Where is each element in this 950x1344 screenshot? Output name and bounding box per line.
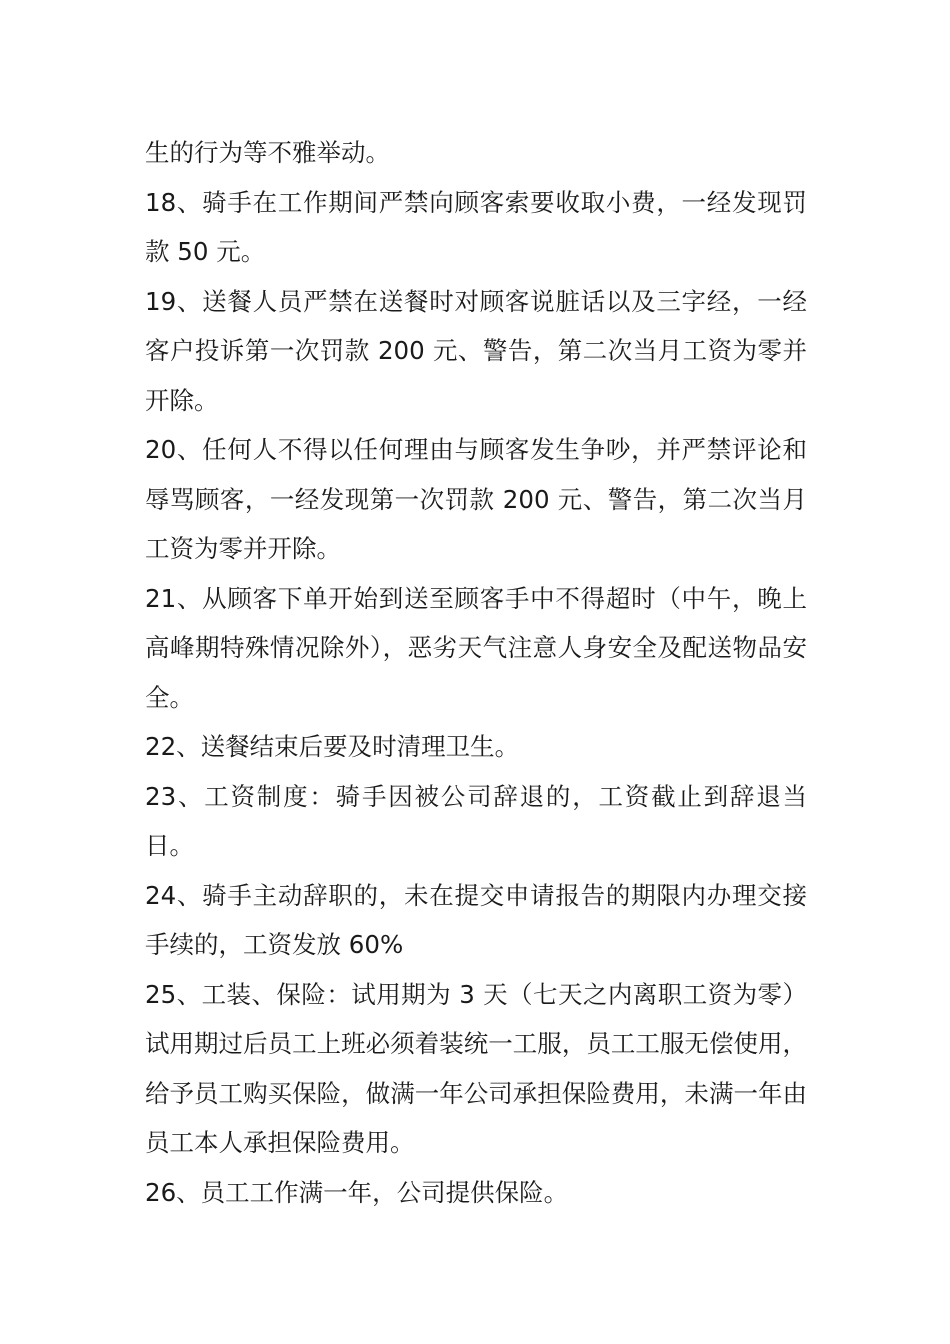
paragraph-item-18: 18、骑手在工作期间严禁向顾客索要收取小费，一经发现罚款 50 元。 xyxy=(145,187,807,266)
paragraph-item-23: 23、工资制度：骑手因被公司辞退的，工资截止到辞退当日。 xyxy=(145,781,807,860)
paragraph-item-21: 21、从顾客下单开始到送至顾客手中不得超时（中午，晚上高峰期特殊情况除外），恶劣天气注意人身安全及配送物品安全。 xyxy=(145,583,807,712)
paragraph-item-26: 26、员工工作满一年，公司提供保险。 xyxy=(145,1177,569,1207)
paragraph-item-20: 20、任何人不得以任何理由与顾客发生争吵，并严禁评论和辱骂顾客，一经发现第一次罚款 200 元、警告，第二次当月工资为零并开除。 xyxy=(145,435,807,563)
paragraph-continuation: 生的行为等不雅举动。 xyxy=(145,138,390,167)
document-body xyxy=(145,128,807,1217)
paragraph-item-22: 22、送餐结束后要及时清理卫生。 xyxy=(145,732,520,761)
paragraph-item-19: 19、送餐人员严禁在送餐时对顾客说脏话以及三字经，一经客户投诉第一次罚款 200 元、警告，第二次当月工资为零并开除。 xyxy=(145,286,807,415)
paragraph-item-25: 25、工装、保险：试用期为 3 天（七天之内离职工资为零）试用期过后员工上班必须着装统一工服，员工工服无偿使用，给予员工购买保险，做满一年公司承担保险费用，未满一年由员工本人承担保险费用。 xyxy=(145,979,807,1157)
paragraph-item-24: 24、骑手主动辞职的，未在提交申请报告的期限内办理交接手续的，工资发放 60% xyxy=(145,880,807,959)
